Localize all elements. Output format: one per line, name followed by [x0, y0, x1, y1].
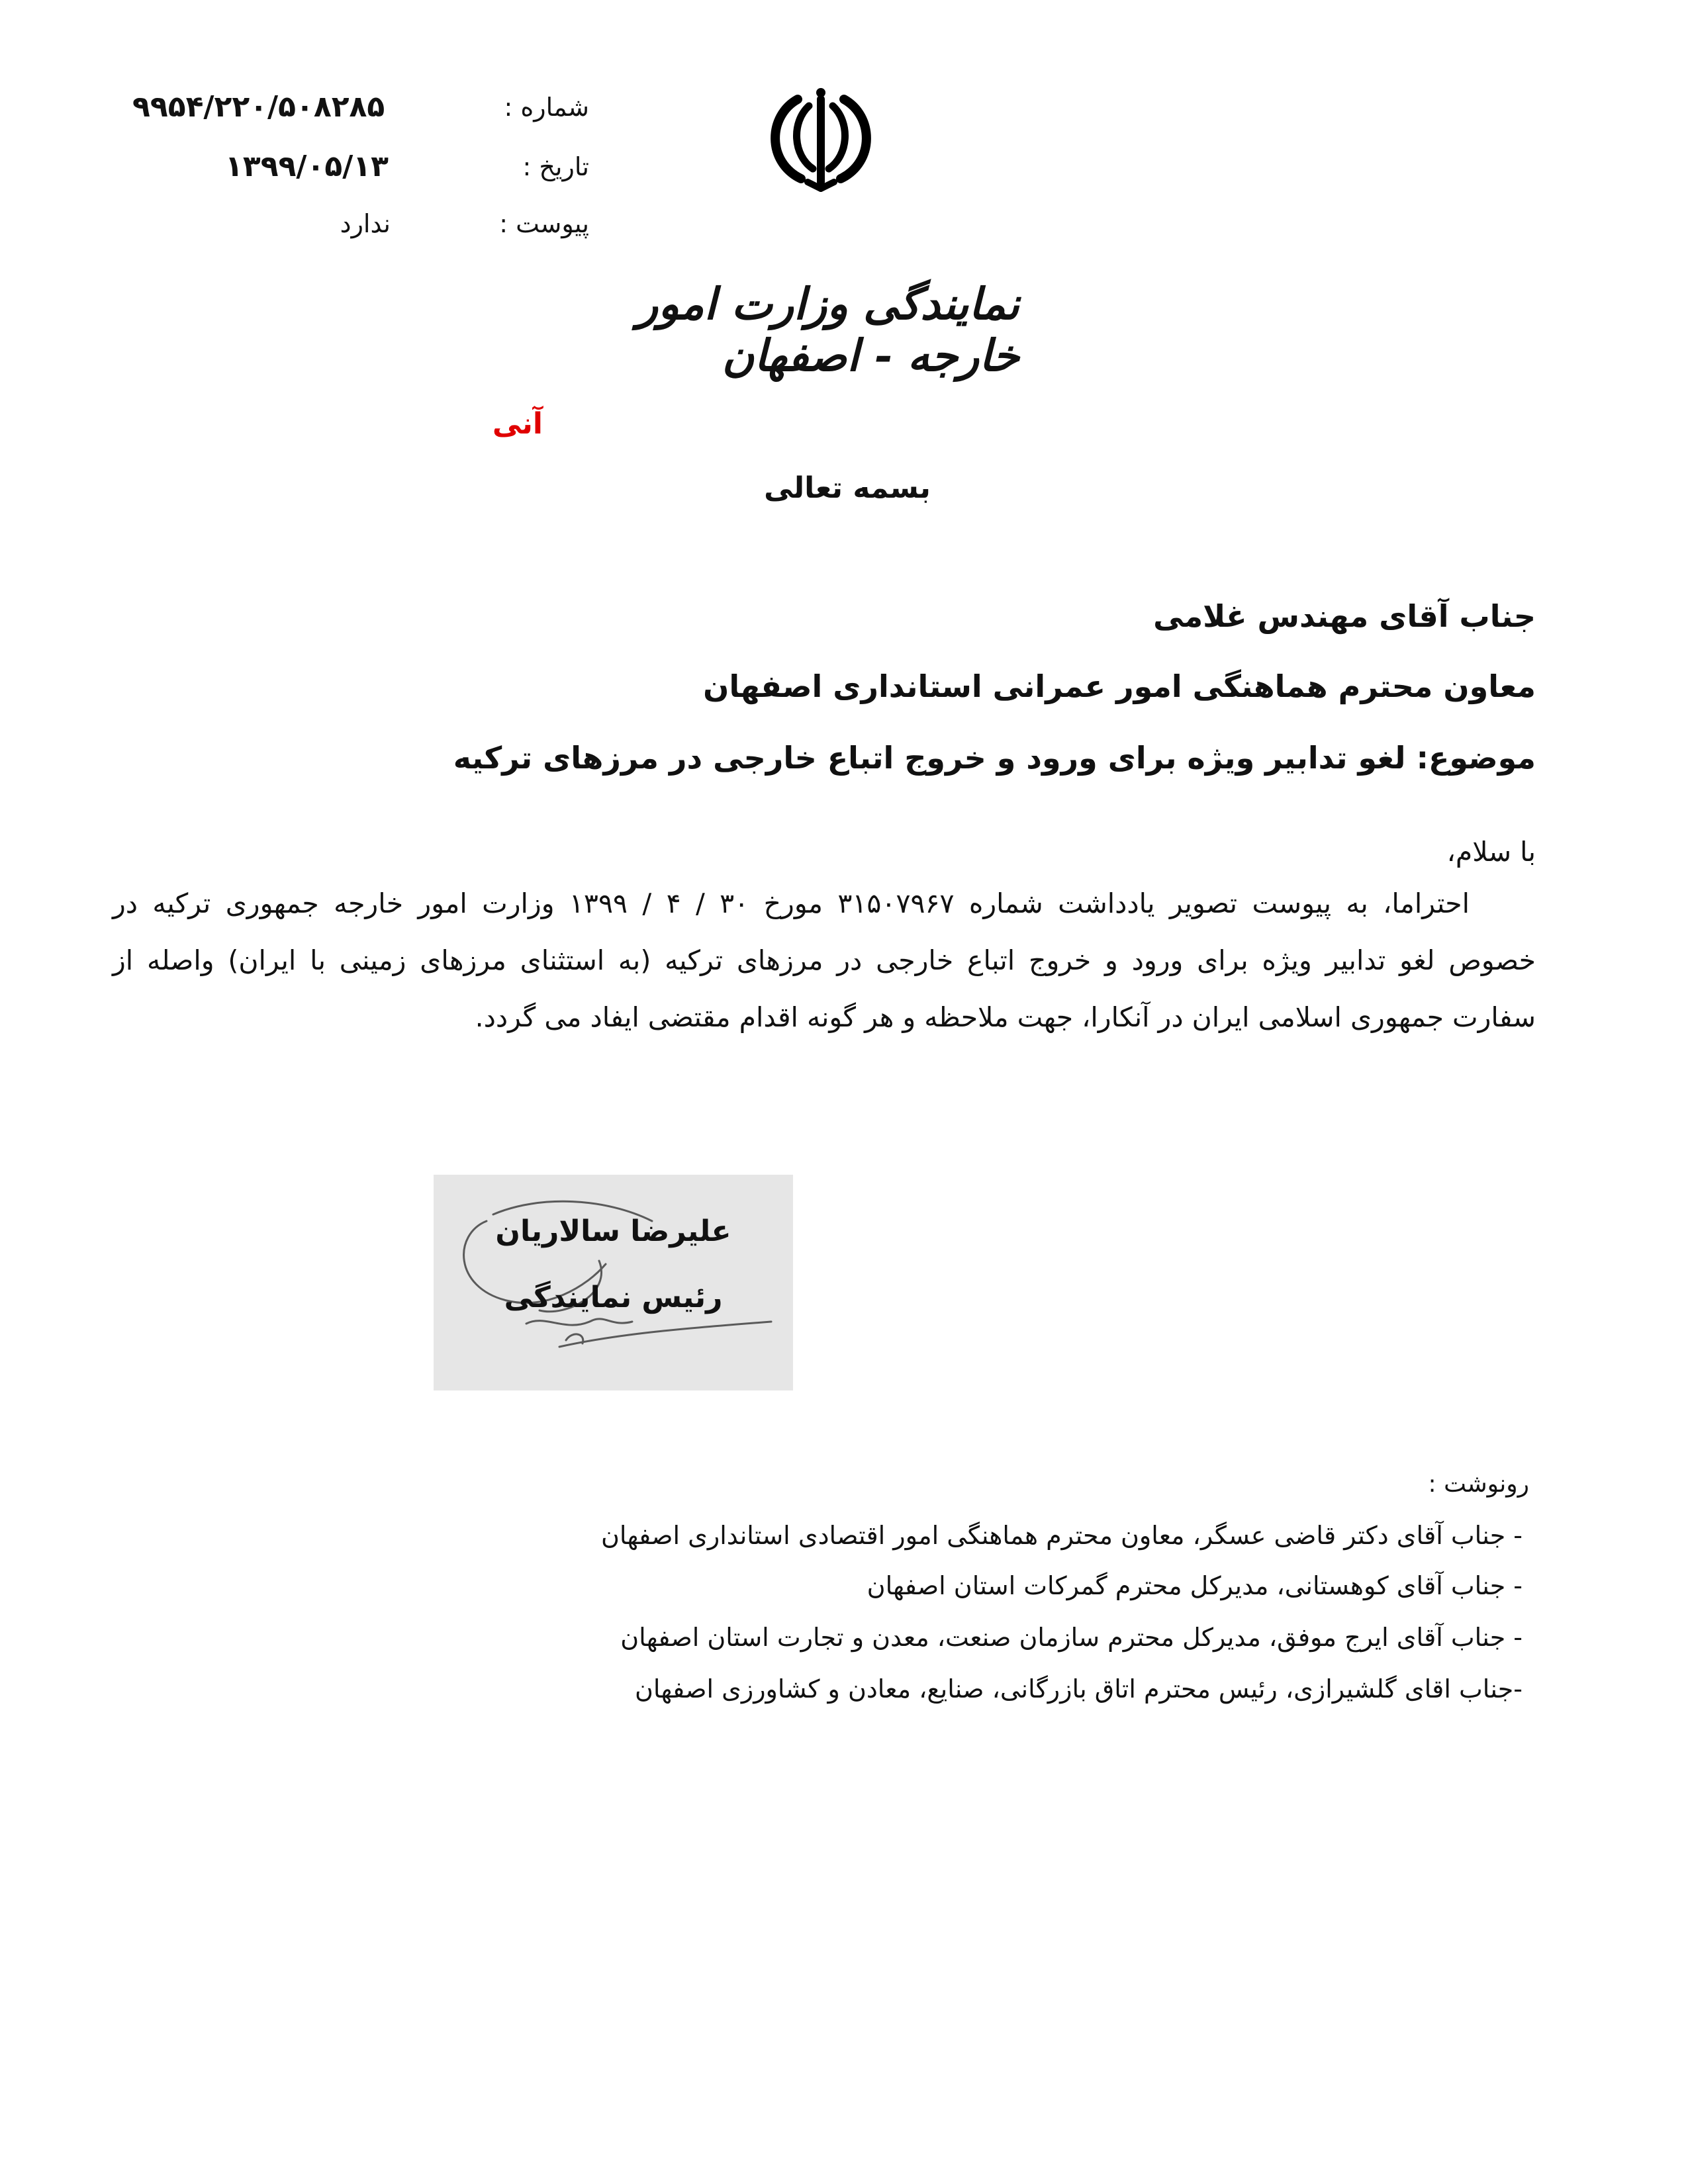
- iran-emblem-icon: [761, 79, 880, 192]
- organization-title: نمایندگی وزارت امور خارجه - اصفهان: [637, 278, 1019, 381]
- cc-item: - جناب آقای ایرج موفق، مدیرکل محترم سازمان صنعت، معدن و تجارت استان اصفهان: [620, 1623, 1523, 1652]
- recipient-name: جناب آقای مهندس غلامی: [1153, 598, 1536, 634]
- letter-number: ۹۹۵۴/۲۲۰/۵۰۸۲۸۵: [132, 90, 385, 124]
- urgent-mark: آنی: [492, 407, 543, 441]
- date-label: تاریخ :: [522, 152, 589, 181]
- letter-body: [113, 875, 1536, 1046]
- body-line-1: احتراما، به پیوست تصویر یادداشت شماره ۳۱۵۰۷۹۶۷ مورخ ۳۰ / ۴ / ۱۳۹۹ وزارت امور خارجه جمهوری ترکیه در: [113, 887, 1470, 919]
- body-line-2: خصوص لغو تدابیر ویژه برای ورود و خروج اتباع خارجی در مرزهای ترکیه (به استثنای مرزهای زمینی با ایران) واصله از: [113, 944, 1536, 976]
- body-line-3: سفارت جمهوری اسلامی ایران در آنکارا، جهت ملاحظه و هر گونه اقدام مقتضی ایفاد می گردد.: [475, 1001, 1536, 1033]
- cc-item: - جناب آقای کوهستانی، مدیرکل محترم گمرکات استان اصفهان: [867, 1571, 1523, 1600]
- number-label: شماره :: [504, 93, 589, 122]
- basmala-heading: بسمه تعالی: [764, 471, 931, 505]
- signature-block: [434, 1175, 793, 1390]
- recipient-position: معاون محترم هماهنگی امور عمرانی استانداری اصفهان: [703, 668, 1536, 704]
- letter-subject: موضوع: لغو تدابیر ویژه برای ورود و خروج اتباع خارجی در مرزهای ترکیه: [453, 740, 1536, 776]
- attachment-value: ندارد: [340, 209, 391, 238]
- signatory-name: علیرضا سالاریان: [495, 1214, 731, 1248]
- attachment-label: پیوست :: [499, 209, 589, 238]
- cc-heading: رونوشت :: [1428, 1471, 1529, 1498]
- letter-date: ۱۳۹۹/۰۵/۱۳: [225, 150, 389, 183]
- greeting: با سلام،: [1446, 836, 1536, 868]
- cc-item: -جناب اقای گلشیرازی، رئیس محترم اتاق بازرگانی، صنایع، معادن و کشاورزی اصفهان: [634, 1674, 1523, 1704]
- signatory-title: رئیس نمایندگی: [504, 1281, 723, 1314]
- cc-item: - جناب آقای دکتر قاضی عسگر، معاون محترم هماهنگی امور اقتصادی استانداری اصفهان: [601, 1521, 1523, 1550]
